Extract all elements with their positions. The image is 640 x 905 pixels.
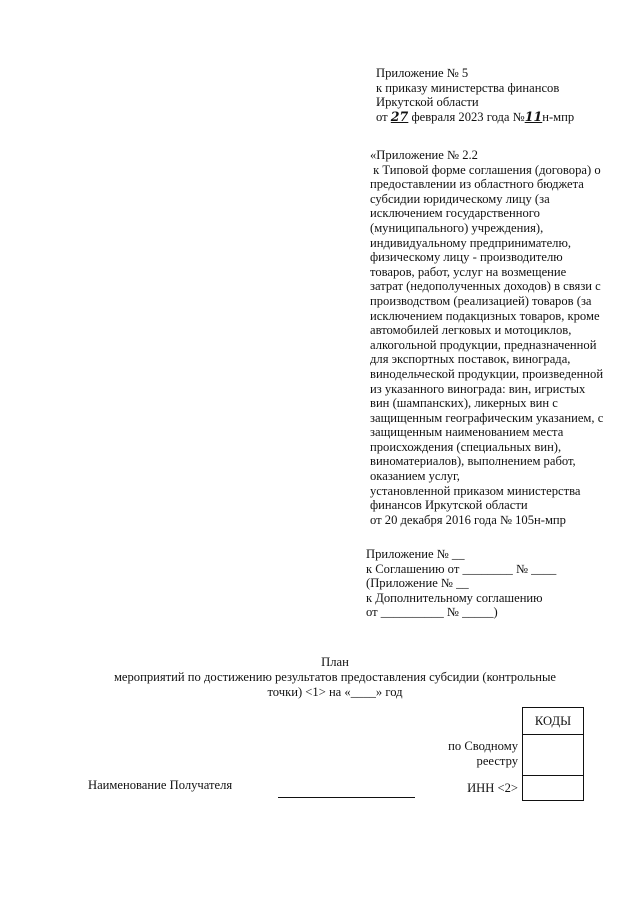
recipient-underline bbox=[278, 797, 415, 798]
appendix-line: исключением государственного bbox=[370, 206, 540, 221]
plan-title: План bbox=[321, 655, 349, 669]
inn-code-field[interactable] bbox=[523, 776, 584, 801]
plan-subtitle: мероприятий по достижению результатов предоставления субсидии (контрольные bbox=[113, 670, 557, 684]
registry-code-field[interactable] bbox=[523, 735, 584, 776]
appendix-line: затрат (недополученных доходов) в связи с bbox=[370, 279, 601, 294]
appendix-line: от 20 декабря 2016 года № 105н-мпр bbox=[370, 512, 566, 527]
order-day: 27 bbox=[390, 108, 409, 124]
appendix-line: оказанием услуг, bbox=[370, 469, 460, 484]
appendix-line: производством (реализацией) товаров (за bbox=[370, 293, 592, 308]
date-prefix: от bbox=[376, 109, 388, 124]
appendix-line: виноматериалов), выполнением работ, bbox=[370, 454, 576, 469]
appendix-line: товаров, работ, услуг на возмещение bbox=[370, 264, 567, 279]
appendix-line: исключением подакцизных товаров, кроме bbox=[370, 308, 600, 323]
order-header-line: Приложение № 5 bbox=[376, 66, 469, 80]
date-middle: февраля 2023 года № bbox=[411, 109, 525, 124]
agreement-line: Приложение № __ bbox=[366, 547, 465, 561]
appendix-line: из указанного винограда: вин, игристых bbox=[370, 381, 586, 396]
appendix-line: защищенным наименованием места bbox=[370, 425, 564, 440]
appendix-line: вин (шампанских), ликерных вин с bbox=[370, 396, 558, 411]
appendix-line: происхождения (специальных вин), bbox=[370, 439, 562, 454]
registry-label: по Сводному bbox=[448, 739, 518, 753]
appendix-line: для экспортных поставок, винограда, bbox=[370, 352, 571, 367]
appendix-line: защищенным географическим указанием, с bbox=[370, 410, 604, 425]
appendix-line: предоставлении из областного бюджета bbox=[370, 177, 584, 192]
plan-subtitle: точки) <1> на «____» год bbox=[267, 685, 403, 699]
order-header bbox=[376, 66, 574, 124]
appendix-reference bbox=[370, 148, 603, 527]
order-date-line bbox=[376, 110, 574, 125]
recipient-name-field[interactable] bbox=[278, 782, 415, 796]
codes-table bbox=[522, 707, 584, 801]
date-suffix: н-мпр bbox=[542, 109, 575, 124]
appendix-line: винодельческой продукции, произведенной bbox=[370, 366, 604, 381]
appendix-line: физическому лицу - производителю bbox=[370, 250, 563, 265]
appendix-line: финансов Иркутской области bbox=[370, 498, 528, 513]
agreement-reference bbox=[366, 547, 556, 620]
registry-label: реестру bbox=[476, 754, 518, 768]
order-number: 11 bbox=[524, 108, 543, 124]
appendix-line: «Приложение № 2.2 bbox=[370, 148, 478, 162]
appendix-line: к Типовой форме соглашения (договора) о bbox=[370, 162, 601, 177]
appendix-line: индивидуальному предпринимателю, bbox=[370, 235, 571, 250]
appendix-line: алкогольной продукции, предназначенной bbox=[370, 337, 597, 352]
agreement-line: к Соглашению от ________ № ____ bbox=[366, 561, 557, 576]
agreement-line: от __________ № _____) bbox=[366, 605, 498, 620]
codes-header: КОДЫ bbox=[523, 708, 584, 735]
inn-label: ИНН <2> bbox=[467, 781, 518, 795]
agreement-line: к Дополнительному соглашению bbox=[366, 590, 543, 605]
appendix-line: автомобилей легковых и мотоциклов, bbox=[370, 323, 572, 338]
appendix-line: субсидии юридическому лицу (за bbox=[370, 191, 550, 206]
order-header-line: к приказу министерства финансов bbox=[376, 80, 560, 95]
agreement-line: (Приложение № __ bbox=[366, 576, 469, 591]
appendix-line: установленной приказом министерства bbox=[370, 483, 581, 498]
recipient-label: Наименование Получателя bbox=[88, 778, 233, 792]
appendix-line: (муниципального) учреждения), bbox=[370, 220, 544, 235]
order-header-line: Иркутской области bbox=[376, 95, 479, 110]
